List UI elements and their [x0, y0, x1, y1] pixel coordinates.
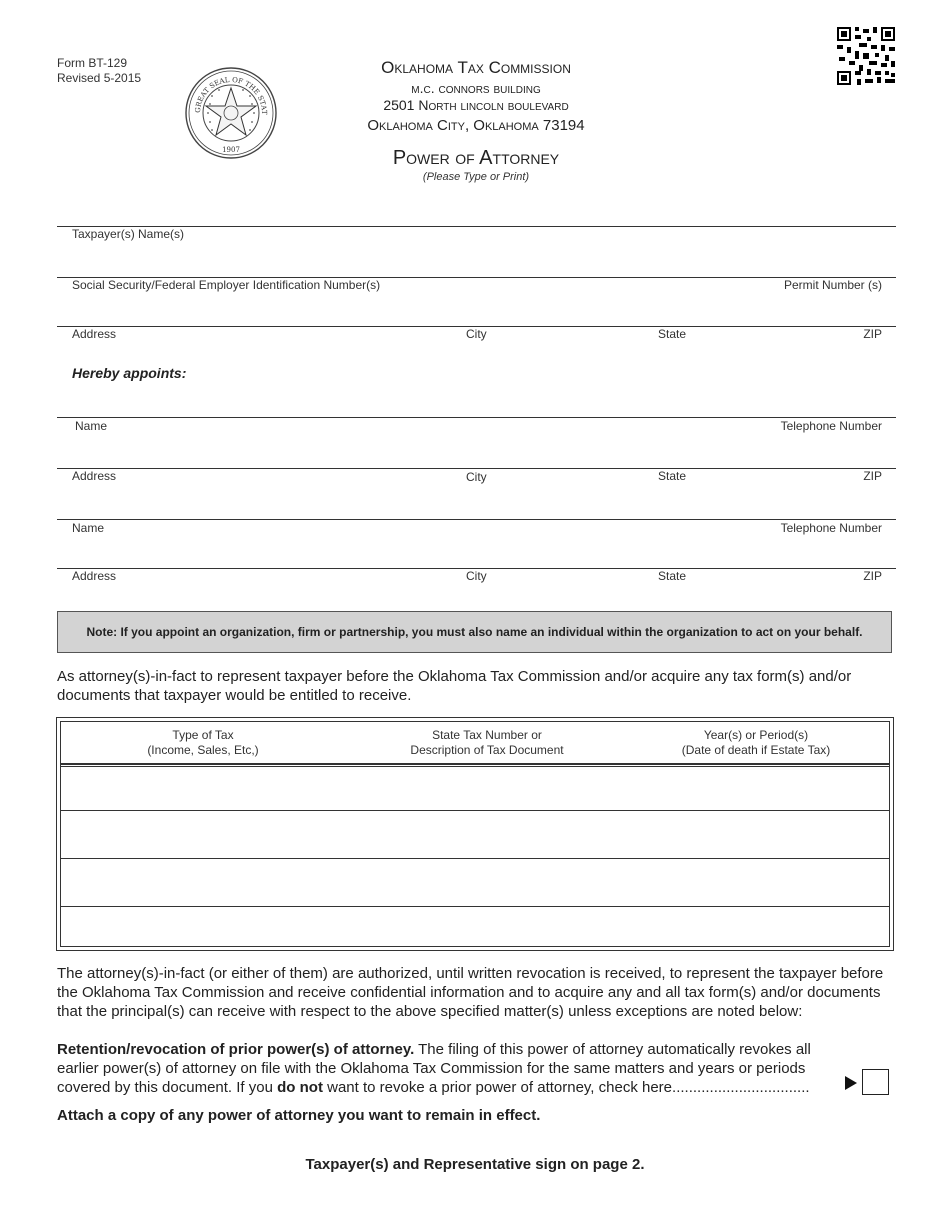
rep2-address-label: Address [72, 569, 117, 583]
col-years-periods: Year(s) or Period(s) (Date of death if Estate Tax) [681, 728, 831, 757]
rule-rep1-name [57, 417, 896, 418]
table-row[interactable] [61, 811, 889, 858]
page-title: Power of Attorney [392, 147, 560, 169]
agency-name: Oklahoma Tax Commission [381, 58, 571, 77]
city-line: Oklahoma City, Oklahoma 73194 [367, 117, 585, 134]
retention-paragraph: Retention/revocation of prior power(s) of attorney. The filing of this power of attorney automatically revokes all earlier power(s) of attorney on file with the Oklahoma Tax Commission for the same matters and years or periods covered by this document. If you do not want to revoke a prior power of attorney, check here................................. [57, 1041, 811, 1096]
tax-matters-table-inner [60, 721, 890, 947]
tax-matters-table [56, 717, 894, 951]
hereby-appoints-heading: Hereby appoints: [72, 365, 187, 381]
table-row[interactable] [61, 859, 889, 906]
taxpayer-city-label: City [466, 327, 487, 341]
building-name: m.c. connors building [411, 80, 541, 96]
rep2-state-label: State [658, 569, 687, 583]
form-revised: Revised 5-2015 [57, 71, 142, 85]
rep1-phone-label: Telephone Number [780, 419, 882, 433]
rep1-zip-label: ZIP [863, 469, 882, 483]
state-seal [184, 66, 278, 160]
taxpayer-state-label: State [658, 327, 687, 341]
do-not-revoke-checkbox[interactable] [862, 1069, 889, 1095]
rep2-phone-label: Telephone Number [780, 521, 882, 535]
rep2-name-label: Name [72, 521, 105, 535]
taxpayer-names-label: Taxpayer(s) Name(s) [72, 227, 185, 241]
attach-note: Attach a copy of any power of attorney you want to remain in effect. [57, 1107, 541, 1124]
arrow-right-icon [845, 1076, 857, 1090]
street-address: 2501 North lincoln boulevard [383, 97, 569, 113]
table-row[interactable] [61, 907, 889, 948]
taxpayer-zip-label: ZIP [863, 327, 882, 341]
rule-rep2-name [57, 519, 896, 520]
table-row[interactable] [61, 767, 889, 810]
dot-leader: ................................. [672, 1079, 810, 1096]
organization-note: Note: If you appoint an organization, firm or partnership, you must also name an individual within the organization to act on your behalf. [57, 611, 892, 653]
table-header-rule [61, 763, 889, 765]
authorization-paragraph: The attorney(s)-in-fact (or either of them) are authorized, until written revocation is received, to represent the taxpayer before the Oklahoma Tax Commission and receive confidential information and to acquire any and all tax form(s) and/or documents that the principal(s) can receive with respect to the above specified matter(s) unless exceptions are noted below: [57, 965, 884, 1020]
rule-rep1-address [57, 468, 896, 469]
page-subtitle: (Please Type or Print) [422, 171, 530, 183]
form-id [57, 56, 141, 86]
permit-number-label: Permit Number (s) [783, 278, 882, 292]
col-state-tax-number: State Tax Number or Description of Tax Document [410, 728, 564, 757]
do-not-emphasis: do not [277, 1079, 323, 1096]
rep1-state-label: State [658, 469, 687, 483]
rep1-address-label: Address [72, 469, 117, 483]
qr-code [837, 27, 895, 85]
signature-footer: Taxpayer(s) and Representative sign on page 2. [305, 1156, 645, 1173]
seal-year: 1907 [222, 146, 240, 154]
rep1-name-label: Name [75, 419, 108, 433]
col-type-of-tax: Type of Tax (Income, Sales, Etc,) [147, 728, 259, 757]
taxpayer-address-label: Address [72, 327, 117, 341]
qr-code-graphic [837, 27, 895, 85]
rep2-city-label: City [466, 569, 487, 583]
retention-heading: Retention/revocation of prior power(s) of attorney. [57, 1041, 415, 1058]
intro-paragraph: As attorney(s)-in-fact to represent taxpayer before the Oklahoma Tax Commission and/or acquire any tax form(s) and/or documents that taxpayer would be entitled to receive. [57, 668, 852, 704]
seal-graphic [184, 66, 278, 160]
seal-text: GREAT SEAL OF THE STAT [193, 75, 269, 115]
rep1-city-label: City [466, 470, 487, 484]
rep2-zip-label: ZIP [863, 569, 882, 583]
ssn-label: Social Security/Federal Employer Identification Number(s) [72, 278, 381, 292]
form-number: Form BT-129 [57, 56, 128, 70]
